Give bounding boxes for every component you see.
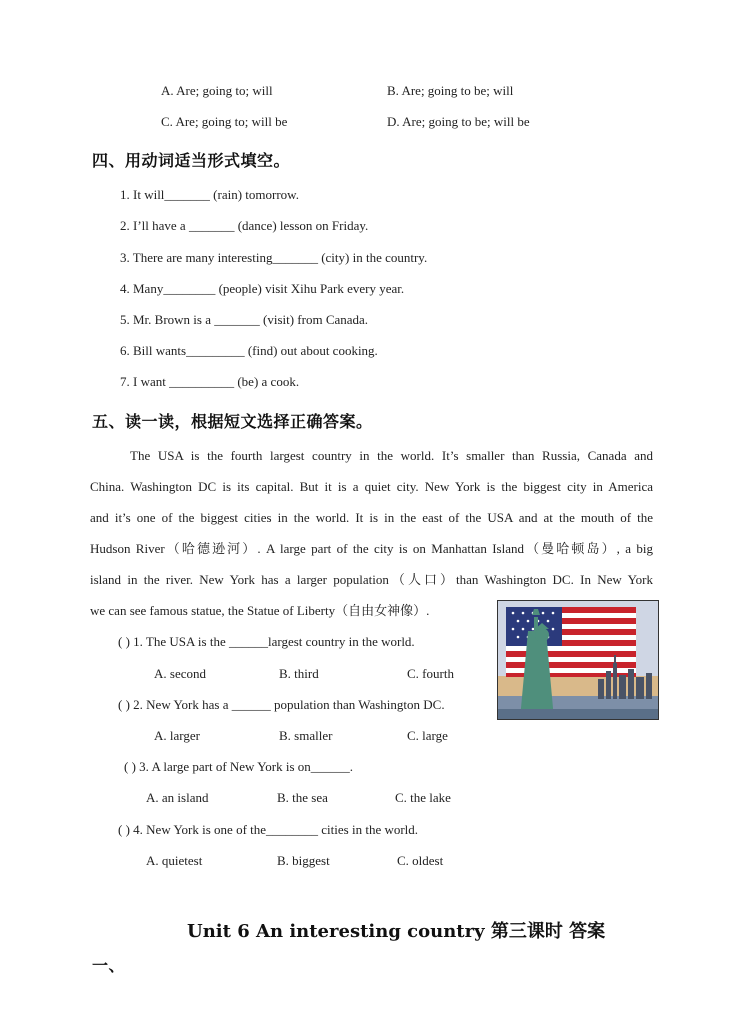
statue-of-liberty-image xyxy=(497,600,659,720)
reading-passage xyxy=(90,440,653,626)
option-b: B. Are; going to be; will xyxy=(387,83,514,98)
fill-item-7: 7. I want __________ (be) a cook. xyxy=(120,374,300,389)
section4-heading: 四、用动词适当形式填空。 xyxy=(92,151,291,170)
question-1: ( ) 1. The USA is the ______largest country in the world. xyxy=(118,634,415,649)
passage-line: Hudson River（哈德逊河）. A large part of the city is on Manhattan Island（曼哈顿岛）, a big xyxy=(90,541,653,556)
question-3: ( ) 3. A large part of New York is on______. xyxy=(124,759,354,774)
option-c: C. Are; going to; will be xyxy=(161,114,288,129)
fill-item-1: 1. It will_______ (rain) tomorrow. xyxy=(120,187,299,202)
q1-option-b: B. third xyxy=(279,666,319,681)
passage-line: island in the river. New York has a larger population（人口）than Washington DC. In New York xyxy=(90,572,653,587)
q2-option-c: C. large xyxy=(407,728,448,743)
q2-option-a: A. larger xyxy=(154,728,200,743)
passage-line: The USA is the fourth largest country in the world. It’s smaller than Russia, Canada and xyxy=(130,448,653,463)
option-d: D. Are; going to be; will be xyxy=(387,114,530,129)
q4-option-b: B. biggest xyxy=(277,853,330,868)
answer-key-title: Unit 6 An interesting country 第三课时 答案 xyxy=(187,921,606,942)
passage-line: we can see famous statue, the Statue of Liberty（自由女神像）. xyxy=(90,603,430,618)
q3-option-b: B. the sea xyxy=(277,790,328,805)
q2-option-b: B. smaller xyxy=(279,728,333,743)
fill-item-3: 3. There are many interesting_______ (city) in the country. xyxy=(120,250,428,265)
passage-line: China. Washington DC is its capital. But it is a quiet city. New York is the biggest city in America xyxy=(90,479,653,494)
fill-item-5: 5. Mr. Brown is a _______ (visit) from Canada. xyxy=(120,312,369,327)
q4-option-c: C. oldest xyxy=(397,853,444,868)
option-a: A. Are; going to; will xyxy=(161,83,273,98)
q1-option-a: A. second xyxy=(154,666,206,681)
q4-option-a: A. quietest xyxy=(146,853,203,868)
passage-line: and it’s one of the biggest cities in the world. It is in the east of the USA and at the mouth of the xyxy=(90,510,653,525)
question-4: ( ) 4. New York is one of the________ cities in the world. xyxy=(118,822,419,837)
fill-item-6: 6. Bill wants_________ (find) out about cooking. xyxy=(120,343,378,358)
fill-item-4: 4. Many________ (people) visit Xihu Park every year. xyxy=(120,281,405,296)
q1-option-c: C. fourth xyxy=(407,666,454,681)
q3-option-c: C. the lake xyxy=(395,790,451,805)
q3-option-a: A. an island xyxy=(146,790,209,805)
answer-section-1-label: 一、 xyxy=(92,956,126,975)
question-2: ( ) 2. New York has a ______ population than Washington DC. xyxy=(118,697,445,712)
fill-item-2: 2. I’ll have a _______ (dance) lesson on Friday. xyxy=(120,218,369,233)
section5-heading: 五、读一读，根据短文选择正确答案。 xyxy=(92,412,373,431)
